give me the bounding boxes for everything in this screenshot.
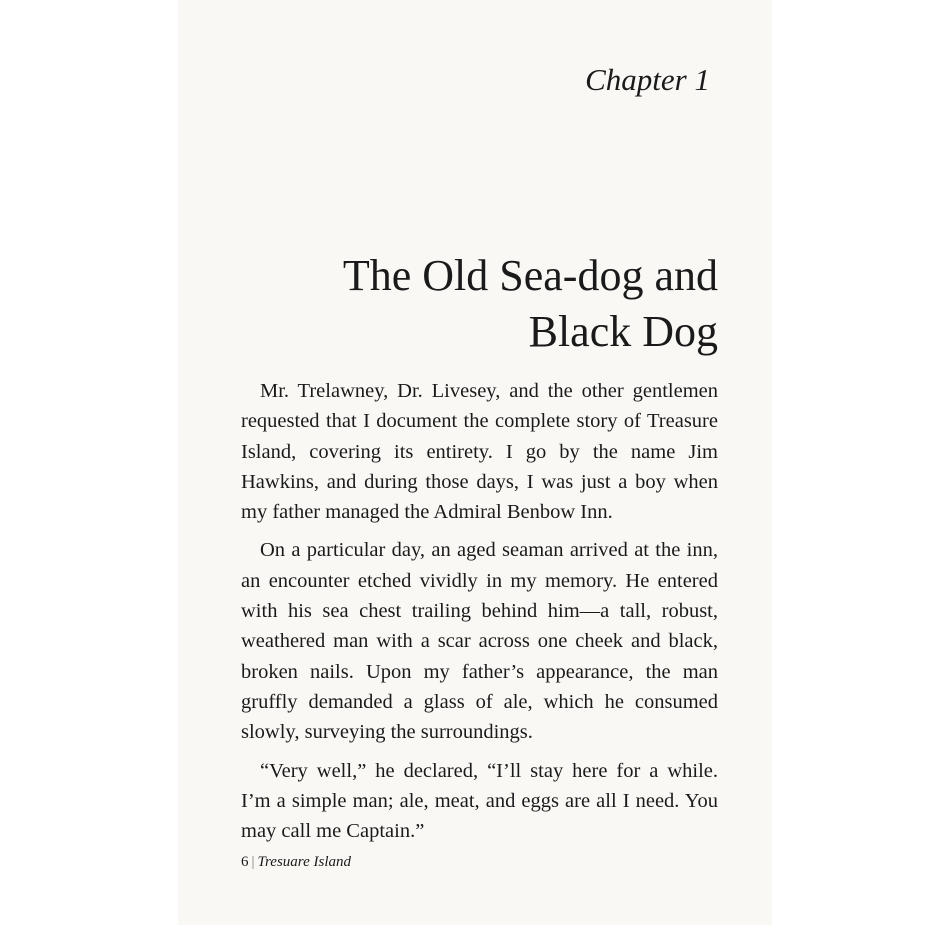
paragraph-1: Mr. Trelawney, Dr. Livesey, and the other gentlemen requested that I document the complete story of Treasure Island, covering its entirety. I go by the name Jim Hawkins, and during those days, I was just a boy when my father managed the Admiral Benbow Inn. <box>241 380 718 524</box>
page-number: 6 <box>241 854 249 870</box>
chapter-title-line-1: The Old Sea-dog and <box>342 251 718 300</box>
footer-separator: | <box>251 854 255 870</box>
running-book-title: Tresuare Island <box>257 854 351 870</box>
chapter-title-line-2: Black Dog <box>528 307 718 356</box>
chapter-label: Chapter 1 <box>585 62 710 97</box>
book-page <box>178 0 772 925</box>
paragraph-3: “Very well,” he declared, “I’ll stay here for a while. I’m a simple man; ale, meat, and eggs are all I need. You may call me Captain.” <box>241 759 718 843</box>
paragraph-2: On a particular day, an aged seaman arrived at the inn, an encounter etched vividly in my memory. He entered with his sea chest trailing behind him—a tall, robust, weathered man with a scar across one cheek and black, broken nails. Upon my father’s appearance, the man gruffly demanded a glass of ale, which he consumed slowly, surveying the surroundings. <box>241 539 718 744</box>
chapter-title <box>343 248 718 360</box>
page-footer <box>241 854 351 871</box>
body-text <box>241 376 718 854</box>
